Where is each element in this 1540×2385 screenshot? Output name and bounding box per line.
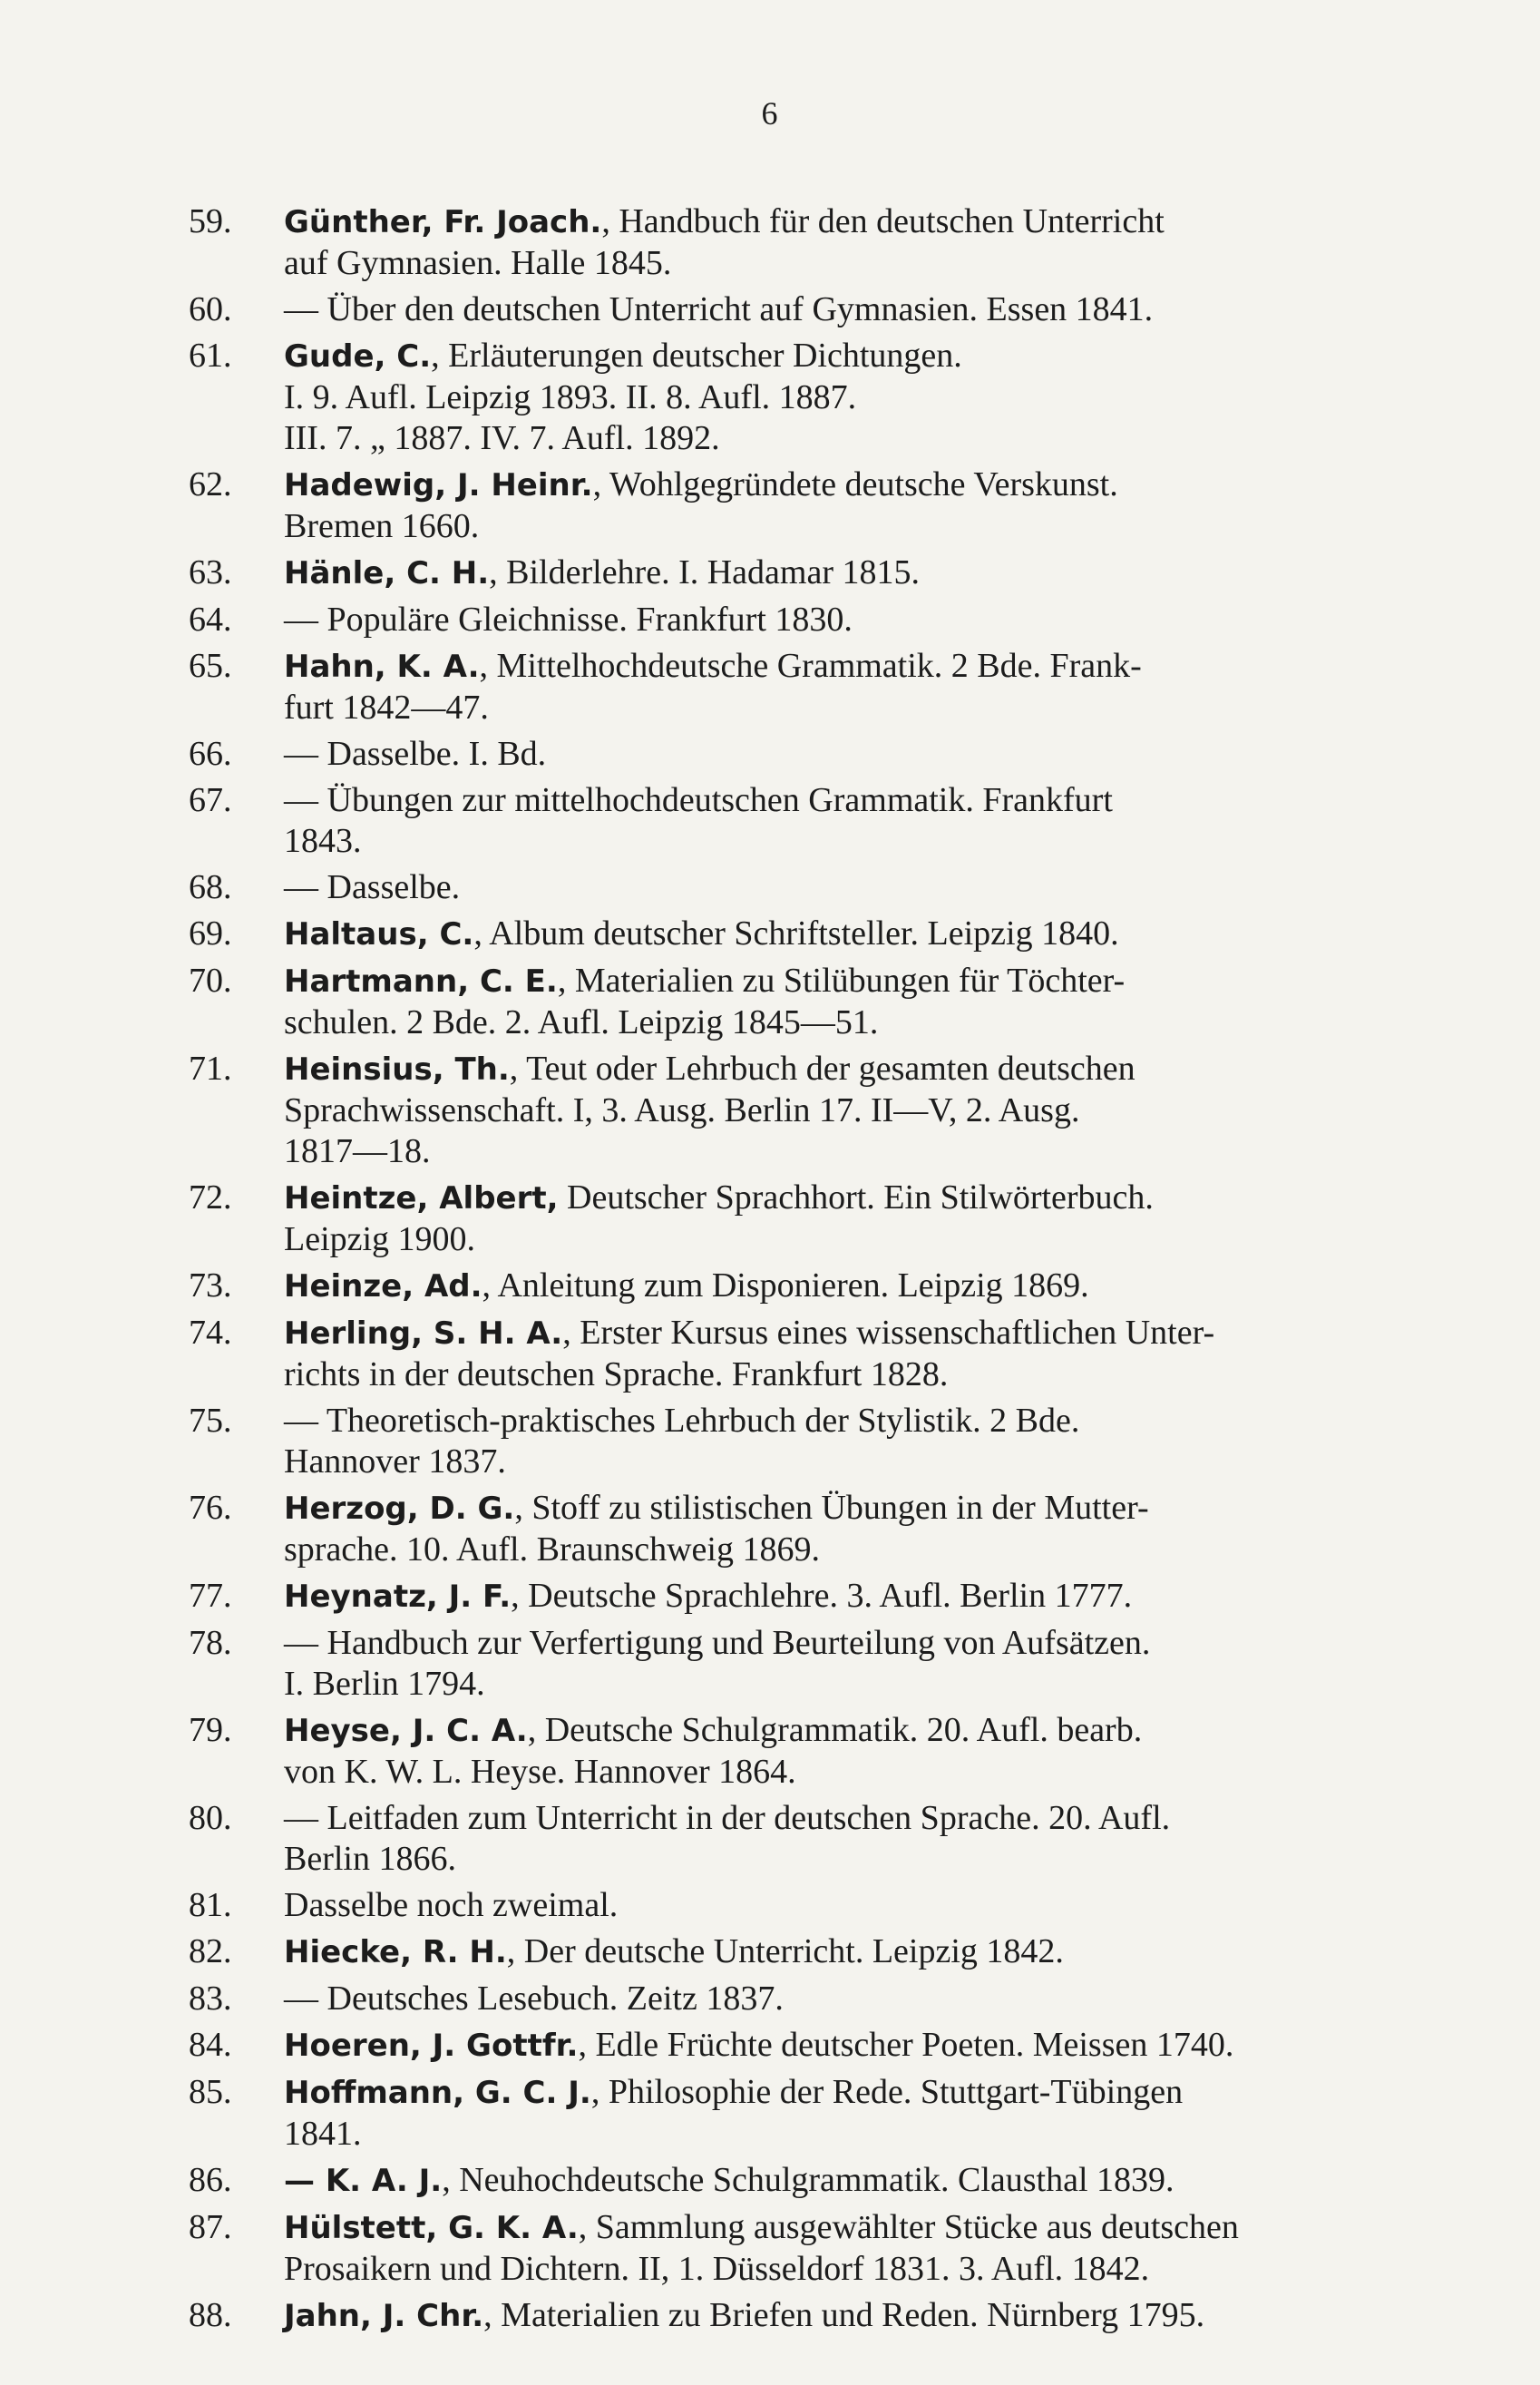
- bibliography-list: [189, 201, 1368, 2342]
- entry-author: Hoffmann, G. C. J.: [284, 2075, 591, 2111]
- entry-number: 86.: [189, 2161, 232, 2199]
- bibliography-entry: [189, 734, 1368, 775]
- entry-line: [284, 464, 1368, 506]
- entry-text: , Wohlgegründete deutsche Verskunst.: [592, 465, 1118, 503]
- entry-line: [284, 1313, 1368, 1354]
- entry-line: [284, 1798, 1368, 1839]
- entry-line: [284, 600, 1368, 640]
- entry-line: [284, 688, 1368, 728]
- entry-author: Herling, S. H. A.: [284, 1315, 563, 1352]
- entry-text: Deutscher Sprachhort. Ein Stilwörterbuch.: [558, 1178, 1154, 1217]
- entry-number: 68.: [189, 868, 232, 906]
- entry-line: [284, 2072, 1368, 2114]
- entry-text: , Stoff zu stilistischen Übungen in der Mutter-: [514, 1489, 1149, 1527]
- bibliography-entry: [189, 2160, 1368, 2202]
- entry-text: , Mittelhochdeutsche Grammatik. 2 Bde. Frank-: [479, 647, 1142, 685]
- entry-author: Heinze, Ad.: [284, 1268, 482, 1305]
- entry-text: 1841.: [284, 2115, 362, 2153]
- entry-text: , Teut oder Lehrbuch der gesamten deutschen: [509, 1050, 1136, 1088]
- entry-line: [284, 1401, 1368, 1442]
- entry-line: [284, 1623, 1368, 1664]
- entry-text: , Sammlung ausgewählter Stücke aus deutschen: [578, 2208, 1239, 2246]
- entry-number: 79.: [189, 1711, 232, 1749]
- entry-text: , Materialien zu Stilübungen für Töchter-: [557, 962, 1126, 1000]
- entry-number: 76.: [189, 1489, 232, 1527]
- entry-line: [284, 1752, 1368, 1793]
- entry-text: Berlin 1866.: [284, 1840, 456, 1878]
- entry-text: , Edle Früchte deutscher Poeten. Meissen 1740.: [578, 2026, 1234, 2064]
- entry-number: 78.: [189, 1624, 232, 1662]
- entry-text: , Anleitung zum Disponieren. Leipzig 1869.: [482, 1266, 1089, 1305]
- entry-text: , Handbuch für den deutschen Unterricht: [601, 202, 1165, 240]
- entry-text: von K. W. L. Heyse. Hannover 1864.: [284, 1753, 796, 1791]
- entry-line: [284, 1931, 1368, 1973]
- entry-text: , Erster Kursus eines wissenschaftlichen Unter-: [562, 1314, 1215, 1352]
- entry-text: — Deutsches Lesebuch. Zeitz 1837.: [284, 1979, 784, 2018]
- entry-text: , Bilderlehre. I. Hadamar 1815.: [489, 553, 920, 591]
- entry-number: 80.: [189, 1799, 232, 1837]
- entry-number: 60.: [189, 290, 232, 328]
- entry-line: [284, 1488, 1368, 1530]
- bibliography-entry: [189, 1178, 1368, 1260]
- entry-line: [284, 1219, 1368, 1260]
- bibliography-entry: [189, 1576, 1368, 1618]
- bibliography-entry: [189, 961, 1368, 1043]
- bibliography-entry: [189, 1931, 1368, 1973]
- entry-author: Heynatz, J. F.: [284, 1579, 512, 1615]
- entry-text: , Album deutscher Schriftsteller. Leipzig 1840.: [473, 914, 1119, 953]
- entry-text: I. Berlin 1794.: [284, 1665, 485, 1703]
- entry-number: 64.: [189, 601, 232, 639]
- bibliography-entry: [189, 867, 1368, 908]
- entry-line: [284, 1049, 1368, 1090]
- entry-line: [284, 1710, 1368, 1752]
- entry-text: Prosaikern und Dichtern. II, 1. Düsseldorf 1831. 3. Aufl. 1842.: [284, 2250, 1150, 2288]
- entry-number: 67.: [189, 781, 232, 819]
- entry-line: [284, 552, 1368, 594]
- bibliography-entry: [189, 1798, 1368, 1880]
- entry-text: , Deutsche Schulgrammatik. 20. Aufl. bearb.: [527, 1711, 1143, 1749]
- bibliography-entry: [189, 780, 1368, 862]
- entry-text: 1817—18.: [284, 1132, 431, 1170]
- entry-text: richts in der deutschen Sprache. Frankfurt 1828.: [284, 1355, 949, 1393]
- entry-author: Heyse, J. C. A.: [284, 1713, 528, 1749]
- entry-number: 88.: [189, 2296, 232, 2334]
- bibliography-entry: [189, 2072, 1368, 2155]
- entry-text: — Handbuch zur Verfertigung und Beurteilung von Aufsätzen.: [284, 1624, 1151, 1662]
- entry-line: [284, 2249, 1368, 2290]
- entry-author: Herzog, D. G.: [284, 1491, 515, 1527]
- entry-text: schulen. 2 Bde. 2. Aufl. Leipzig 1845—51.: [284, 1003, 879, 1041]
- bibliography-entry: [189, 464, 1368, 547]
- entry-line: [284, 1664, 1368, 1705]
- entry-line: [284, 961, 1368, 1002]
- entry-number: 85.: [189, 2073, 232, 2111]
- entry-author: Hiecke, R. H.: [284, 1934, 507, 1970]
- entry-text: Hannover 1837.: [284, 1442, 506, 1481]
- entry-text: — Populäre Gleichnisse. Frankfurt 1830.: [284, 601, 853, 639]
- entry-line: [284, 821, 1368, 862]
- bibliography-entry: [189, 289, 1368, 330]
- entry-number: 66.: [189, 735, 232, 773]
- bibliography-entry: [189, 1266, 1368, 1307]
- entry-line: [284, 1178, 1368, 1219]
- entry-number: 83.: [189, 1979, 232, 2018]
- entry-line: [284, 2114, 1368, 2155]
- entry-line: [284, 1131, 1368, 1172]
- entry-line: [284, 506, 1368, 547]
- entry-text: , Erläuterungen deutscher Dichtungen.: [431, 337, 962, 375]
- entry-number: 73.: [189, 1266, 232, 1305]
- entry-number: 59.: [189, 202, 232, 240]
- entry-line: [284, 914, 1368, 955]
- entry-number: 62.: [189, 465, 232, 503]
- entry-author: Hartmann, C. E.: [284, 963, 558, 1000]
- entry-text: furt 1842—47.: [284, 689, 489, 727]
- entry-author: Gude, C.: [284, 338, 432, 375]
- page-number: 6: [761, 95, 779, 132]
- entry-number: 84.: [189, 2026, 232, 2064]
- entry-text: sprache. 10. Aufl. Braunschweig 1869.: [284, 1530, 820, 1569]
- entry-text: — Leitfaden zum Unterricht in der deutschen Sprache. 20. Aufl.: [284, 1799, 1171, 1837]
- entry-author: Hänle, C. H.: [284, 555, 490, 591]
- bibliography-entry: [189, 646, 1368, 728]
- entry-number: 82.: [189, 1932, 232, 1970]
- entry-line: [284, 2295, 1368, 2337]
- bibliography-entry: [189, 600, 1368, 640]
- entry-line: [284, 2025, 1368, 2067]
- entry-line: [284, 780, 1368, 821]
- bibliography-entry: [189, 1979, 1368, 2019]
- bibliography-entry: [189, 2207, 1368, 2290]
- bibliography-entry: [189, 336, 1368, 459]
- bibliography-entry: [189, 1401, 1368, 1482]
- entry-line: [284, 289, 1368, 330]
- entry-author: Hoeren, J. Gottfr.: [284, 2028, 579, 2064]
- entry-line: [284, 377, 1368, 418]
- entry-line: [284, 1442, 1368, 1482]
- bibliography-entry: [189, 1623, 1368, 1705]
- entry-author: Hülstett, G. K. A.: [284, 2210, 579, 2246]
- entry-text: 1843.: [284, 822, 362, 860]
- entry-number: 69.: [189, 914, 232, 953]
- entry-text: Leipzig 1900.: [284, 1220, 476, 1258]
- entry-author: Günther, Fr. Joach.: [284, 204, 602, 240]
- entry-text: — Übungen zur mittelhochdeutschen Grammatik. Frankfurt: [284, 781, 1113, 819]
- entry-number: 75.: [189, 1402, 232, 1440]
- entry-text: Sprachwissenschaft. I, 3. Ausg. Berlin 17. II—V, 2. Ausg.: [284, 1091, 1080, 1129]
- entry-line: [284, 1576, 1368, 1618]
- entry-text: , Der deutsche Unterricht. Leipzig 1842.: [506, 1932, 1064, 1970]
- bibliography-entry: [189, 1710, 1368, 1793]
- entry-line: [284, 1002, 1368, 1043]
- entry-line: [284, 734, 1368, 775]
- entry-line: [284, 2207, 1368, 2249]
- entry-line: [284, 1266, 1368, 1307]
- entry-line: [284, 336, 1368, 377]
- entry-line: [284, 867, 1368, 908]
- entry-text: Bremen 1660.: [284, 507, 480, 545]
- entry-text: , Deutsche Sprachlehre. 3. Aufl. Berlin 1777.: [511, 1577, 1133, 1615]
- entry-number: 74.: [189, 1314, 232, 1352]
- entry-number: 71.: [189, 1050, 232, 1088]
- entry-line: [284, 418, 1368, 459]
- bibliography-entry: [189, 2295, 1368, 2337]
- entry-line: [284, 1090, 1368, 1131]
- entry-text: — Theoretisch-praktisches Lehrbuch der Stylistik. 2 Bde.: [284, 1402, 1080, 1440]
- entry-text: — Dasselbe. I. Bd.: [284, 735, 547, 773]
- bibliography-entry: [189, 2025, 1368, 2067]
- entry-text: I. 9. Aufl. Leipzig 1893. II. 8. Aufl. 1887.: [284, 378, 857, 416]
- entry-text: — Dasselbe.: [284, 868, 461, 906]
- entry-line: [284, 1839, 1368, 1880]
- entry-line: [284, 646, 1368, 688]
- entry-author: Heintze, Albert,: [284, 1180, 559, 1217]
- entry-author: Hahn, K. A.: [284, 649, 480, 685]
- bibliography-entry: [189, 1049, 1368, 1172]
- entry-author: Hadewig, J. Heinr.: [284, 467, 593, 503]
- entry-line: [284, 1354, 1368, 1395]
- bibliography-entry: [189, 1488, 1368, 1570]
- entry-number: 63.: [189, 553, 232, 591]
- entry-number: 65.: [189, 647, 232, 685]
- entry-line: [284, 1530, 1368, 1570]
- bibliography-entry: [189, 1885, 1368, 1926]
- entry-line: [284, 2160, 1368, 2202]
- entry-line: [284, 1885, 1368, 1926]
- entry-line: [284, 201, 1368, 243]
- bibliography-entry: [189, 552, 1368, 594]
- entry-author: Jahn, J. Chr.: [284, 2298, 484, 2334]
- entry-line: [284, 243, 1368, 284]
- entry-number: 81.: [189, 1886, 232, 1924]
- entry-text: , Neuhochdeutsche Schulgrammatik. Clausthal 1839.: [442, 2161, 1174, 2199]
- entry-text: III. 7. „ 1887. IV. 7. Aufl. 1892.: [284, 419, 720, 457]
- bibliography-entry: [189, 1313, 1368, 1395]
- entry-author: — K. A. J.: [284, 2163, 443, 2199]
- entry-author: Haltaus, C.: [284, 916, 474, 953]
- entry-text: , Philosophie der Rede. Stuttgart-Tübingen: [590, 2073, 1184, 2111]
- bibliography-entry: [189, 914, 1368, 955]
- bibliography-entry: [189, 201, 1368, 284]
- entry-text: Dasselbe noch zweimal.: [284, 1886, 619, 1924]
- entry-line: [284, 1979, 1368, 2019]
- entry-number: 77.: [189, 1577, 232, 1615]
- entry-number: 87.: [189, 2208, 232, 2246]
- entry-text: , Materialien zu Briefen und Reden. Nürnberg 1795.: [483, 2296, 1205, 2334]
- entry-number: 61.: [189, 337, 232, 375]
- entry-text: — Über den deutschen Unterricht auf Gymnasien. Essen 1841.: [284, 290, 1154, 328]
- entry-text: auf Gymnasien. Halle 1845.: [284, 244, 672, 282]
- entry-author: Heinsius, Th.: [284, 1051, 510, 1088]
- entry-number: 70.: [189, 962, 232, 1000]
- entry-number: 72.: [189, 1178, 232, 1217]
